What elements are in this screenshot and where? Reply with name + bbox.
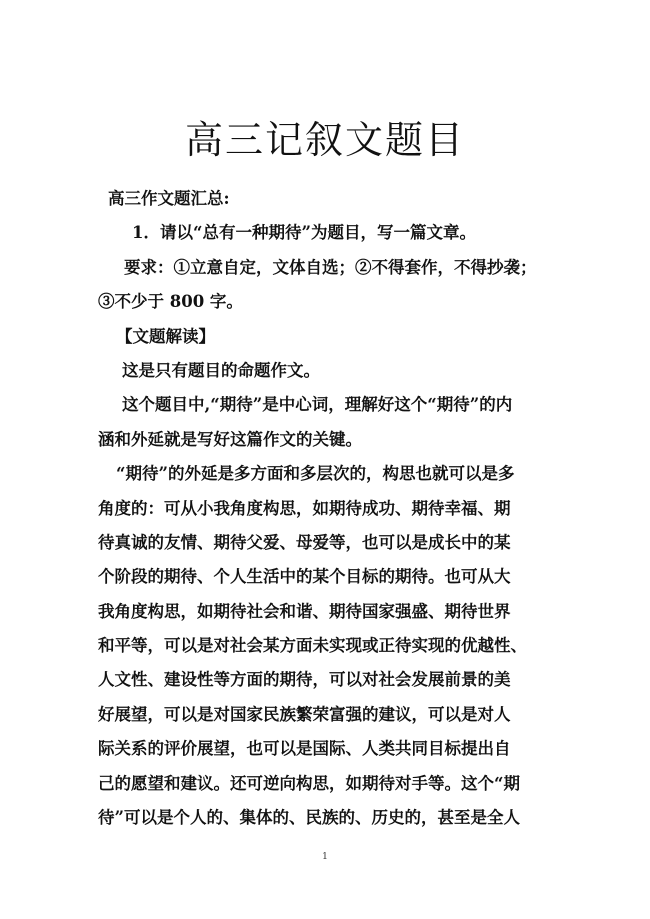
paragraph-line: 我角度构思，如期待社会和谐、期待国家强盛、期待世界 bbox=[98, 601, 511, 621]
paragraph-line: 涵和外延就是写好这篇作文的关键。 bbox=[98, 429, 362, 449]
paragraph-line: 待”可以是个人的、集体的、民族的、历史的，甚至是全人 bbox=[98, 808, 520, 828]
page-number: 1 bbox=[322, 852, 328, 862]
document-title: 高三记叙文题目 bbox=[184, 118, 465, 162]
paragraph-line: 个阶段的期待、个人生活中的某个目标的期待。也可从大 bbox=[98, 567, 511, 587]
prompt-line: 1．请以“总有一种期待”为题目，写一篇文章。 bbox=[132, 223, 476, 243]
paragraph-line: 际关系的评价展望，也可以是国际、人类共同目标提出自 bbox=[98, 739, 511, 759]
paragraph-line: 角度的：可从小我角度构思，如期待成功、期待幸福、期 bbox=[98, 498, 511, 518]
paragraph-line: 这个题目中,“期待”是中心词，理解好这个“期待”的内 bbox=[122, 395, 513, 415]
paragraph-line: 和平等，可以是对社会某方面未实现或正待实现的优越性、 bbox=[98, 636, 527, 656]
paragraph-line: 己的愿望和建议。还可逆向构思，如期待对手等。这个“期 bbox=[98, 773, 520, 793]
document-body bbox=[98, 182, 558, 835]
paragraph-line: 这是只有题目的命题作文。 bbox=[122, 360, 320, 380]
section-heading: 高三作文题汇总: bbox=[108, 189, 230, 208]
requirement-line: ③不少于 800 字。 bbox=[98, 292, 243, 312]
paragraph-line: 待真诚的友情、期待父爱、母爱等，也可以是成长中的某 bbox=[98, 532, 511, 552]
subsection-heading: 【文题解读】 bbox=[116, 326, 215, 346]
paragraph-line: 好展望，可以是对国家民族繁荣富强的建议，可以是对人 bbox=[98, 704, 511, 724]
requirement-line: 要求：①立意自定，文体自选；②不得套作，不得抄袭； bbox=[124, 257, 537, 277]
paragraph-line: 人文性、建设性等方面的期待，可以对社会发展前景的美 bbox=[98, 670, 511, 690]
paragraph-line: “期待”的外延是多方面和多层次的，构思也就可以是多 bbox=[116, 464, 515, 484]
